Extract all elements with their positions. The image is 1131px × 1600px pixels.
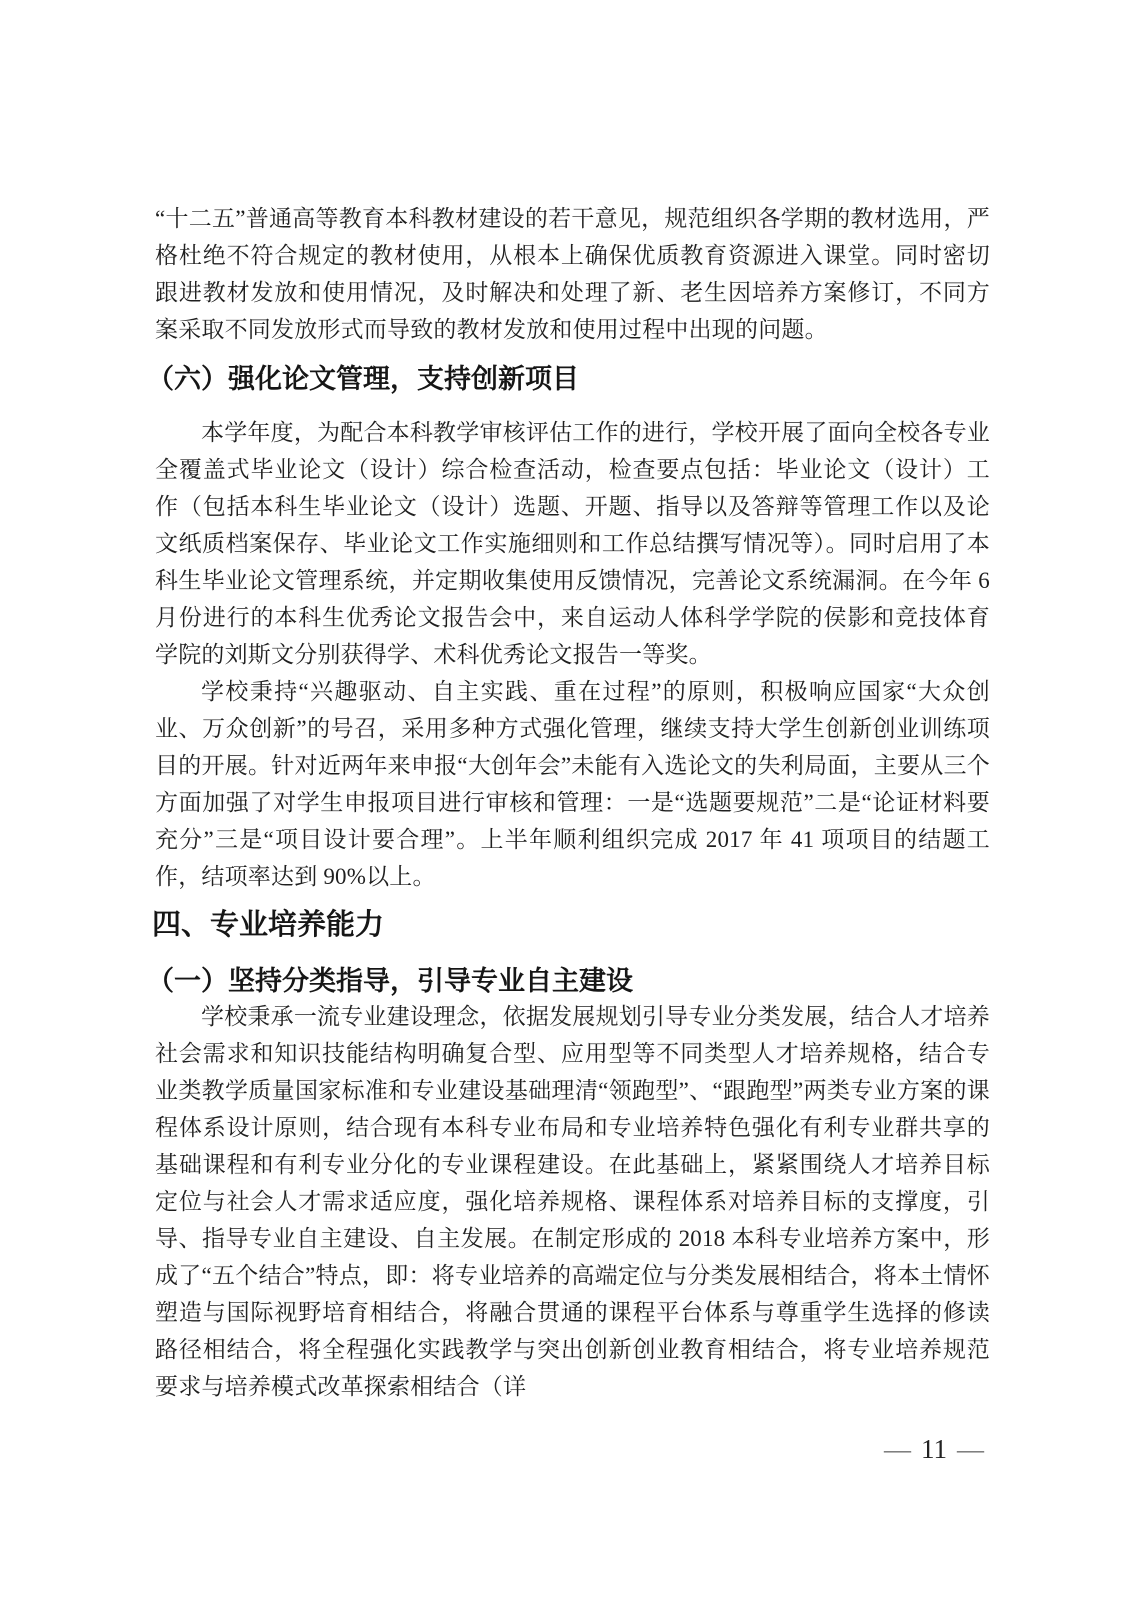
continuation-paragraph: “十二五”普通高等教育本科教材建设的若干意见，规范组织各学期的教材选用，严格杜绝不符合规定的教材使用，从根本上确保优质教育资源进入课堂。同时密切跟进教材发放和使用情况，及时解决和处理了新、老生因培养方案修订，不同方案采取不同发放形式而导致的教材发放和使用过程中出现的问题。 (155, 206, 990, 342)
page-number-footer (878, 1434, 990, 1464)
footer-dash-left: — (884, 1434, 911, 1464)
subsection-heading-one: （一）坚持分类指导，引导专业自主建设 (147, 966, 633, 996)
footer-page-number: 11 (921, 1434, 947, 1464)
chapter-heading-four: 四、专业培养能力 (152, 909, 385, 941)
subsection-one-paragraph-1: 学校秉承一流专业建设理念，依据发展规划引导专业分类发展，结合人才培养社会需求和知识技能结构明确复合型、应用型等不同类型人才培养规格，结合专业类教学质量国家标准和专业建设基础理清“领跑型”、“跟跑型”两类专业方案的课程体系设计原则，结合现有本科专业布局和专业培养特色强化有利专业群共享的基础课程和有利专业分化的专业课程建设。在此基础上，紧紧围绕人才培养目标定位与社会人才需求适应度，强化培养规格、课程体系对培养目标的支撑度，引导、指导专业自主建设、自主发展。在制定形成的 2018 本科专业培养方案中，形成了“五个结合”特点，即：将专业培养的高端定位与分类发展相结合，将本土情怀塑造与国际视野培育相结合，将融合贯通的课程平台体系与尊重学生选择的修读路径相结合，将全程强化实践教学与突出创新创业教育相结合，将专业培养规范要求与培养模式改革探索相结合（详 (155, 1004, 990, 1399)
section-six-paragraph-2: 学校秉持“兴趣驱动、自主实践、重在过程”的原则，积极响应国家“大众创业、万众创新”的号召，采用多种方式强化管理，继续支持大学生创新创业训练项目的开展。针对近两年来申报“大创年会”未能有入选论文的失利局面，主要从三个方面加强了对学生申报项目进行审核和管理：一是“选题要规范”二是“论证材料要充分”三是“项目设计要合理”。上半年顺利组织完成 2017 年 41 项项目的结题工作，结项率达到 90%以上。 (155, 679, 990, 889)
section-six-paragraph-1: 本学年度，为配合本科教学审核评估工作的进行，学校开展了面向全校各专业全覆盖式毕业论文（设计）综合检查活动，检查要点包括：毕业论文（设计）工作（包括本科生毕业论文（设计）选题、开题、指导以及答辩等管理工作以及论文纸质档案保存、毕业论文工作实施细则和工作总结撰写情况等）。同时启用了本科生毕业论文管理系统，并定期收集使用反馈情况，完善论文系统漏洞。在今年 6 月份进行的本科生优秀论文报告会中，来自运动人体科学学院的侯影和竞技体育学院的刘斯文分别获得学、术科优秀论文报告一等奖。 (155, 420, 990, 667)
footer-dash-right: — (957, 1434, 984, 1464)
section-heading-six: （六）强化论文管理，支持创新项目 (147, 364, 579, 394)
